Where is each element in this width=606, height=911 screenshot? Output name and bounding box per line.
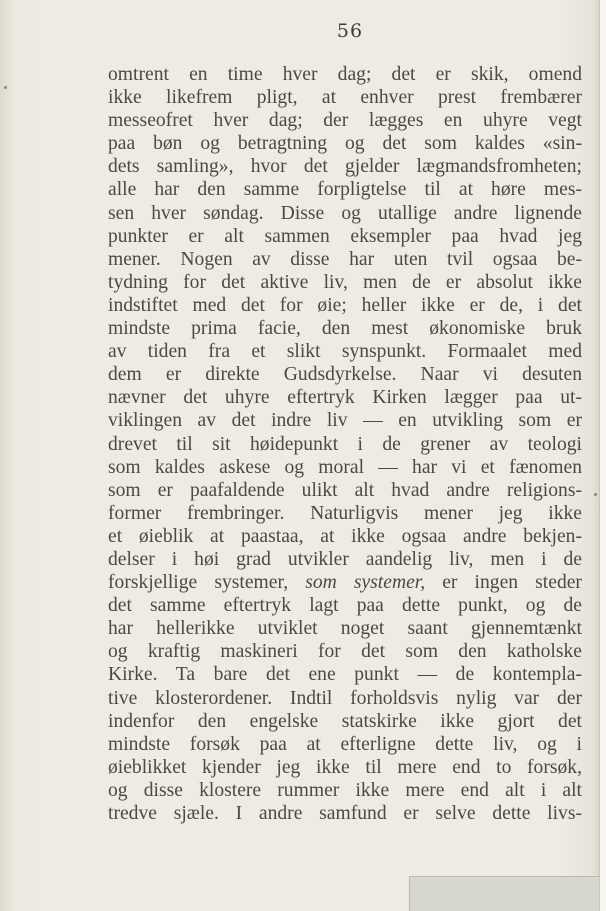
text-line: og kraftig maskineri for det som den katholske (108, 641, 582, 663)
italic-phrase: som systemer, (305, 572, 426, 594)
text-line: indstiftet med det for øie; heller ikke er de, i det (108, 294, 582, 316)
paper-speck (594, 493, 597, 496)
page-number: 56 (336, 20, 364, 42)
text-line: messeofret hver dag; der lægges en uhyre vegt (108, 110, 582, 132)
text-line: øieblikket kjender jeg ikke til mere end to forsøk, (108, 756, 582, 778)
text-line: mener. Nogen av disse har uten tvil ogsaa be- (108, 248, 582, 270)
page-fold-corner (409, 876, 600, 911)
text-line: punkter er alt sammen eksempler paa hvad jeg (108, 225, 582, 247)
text-segment: er ingen steder (442, 572, 582, 594)
text-line: viklingen av det indre liv — en utvikling som er (108, 410, 582, 432)
text-line: ikke likefrem pligt, at enhver prest frembærer (108, 87, 582, 109)
text-line: som kaldes askese og moral — har vi et fænomen (108, 456, 582, 478)
text-line: indenfor den engelske statskirke ikke gjort det (108, 710, 582, 732)
text-line: av tiden fra et slikt synspunkt. Formaalet med (108, 341, 582, 363)
text-line: og disse klostere rummer ikke mere end alt i alt (108, 779, 582, 801)
text-line: nævner det uhyre eftertryk Kirken lægger paa ut- (108, 387, 582, 409)
text-line: Kirke. Ta bare det ene punkt — de kontempla- (108, 664, 582, 686)
text-line: delser i høi grad utvikler aandelig liv, men i de (108, 548, 582, 570)
body-text (108, 63, 582, 825)
text-line: mindste prima facie, den mest økonomiske bruk (108, 318, 582, 340)
text-line: mindste forsøk paa at efterligne dette liv, og i (108, 733, 582, 755)
text-line: det samme eftertryk lagt paa dette punkt, og de (108, 595, 582, 617)
text-line: omtrent en time hver dag; det er skik, omend (108, 64, 582, 85)
text-line: dets samling», hvor det gjelder lægmandsfromheten; (108, 156, 582, 178)
text-line: et øieblik at paastaa, at ikke ogsaa andre bekjen- (108, 525, 582, 547)
text-line: tive klosterordener. Indtil forholdsvis nylig var der (108, 687, 582, 709)
text-line: former frembringer. Naturligvis mener jeg ikke (108, 502, 582, 524)
paper-speck (4, 86, 7, 89)
text-line: tydning for det aktive liv, men de er absolut ikke (108, 271, 582, 293)
text-line-mixed (108, 571, 582, 594)
text-line: alle har den samme forpligtelse til at høre mes- (108, 179, 582, 201)
text-line: paa bøn og betragtning og det som kaldes «sin- (108, 133, 582, 155)
text-segment: forskjellige systemer, (108, 572, 289, 594)
text-line: tredve sjæle. I andre samfund er selve dette livs- (108, 803, 582, 824)
text-line: dem er direkte Gudsdyrkelse. Naar vi desuten (108, 364, 582, 386)
text-line: som er paafaldende ulikt alt hvad andre religions- (108, 479, 582, 501)
text-line: drevet til sit høidepunkt i de grener av teologi (108, 433, 582, 455)
text-line: har hellerikke utviklet noget saant gjennemtænkt (108, 618, 582, 640)
text-line: sen hver søndag. Disse og utallige andre lignende (108, 202, 582, 224)
page-edge (599, 0, 606, 911)
